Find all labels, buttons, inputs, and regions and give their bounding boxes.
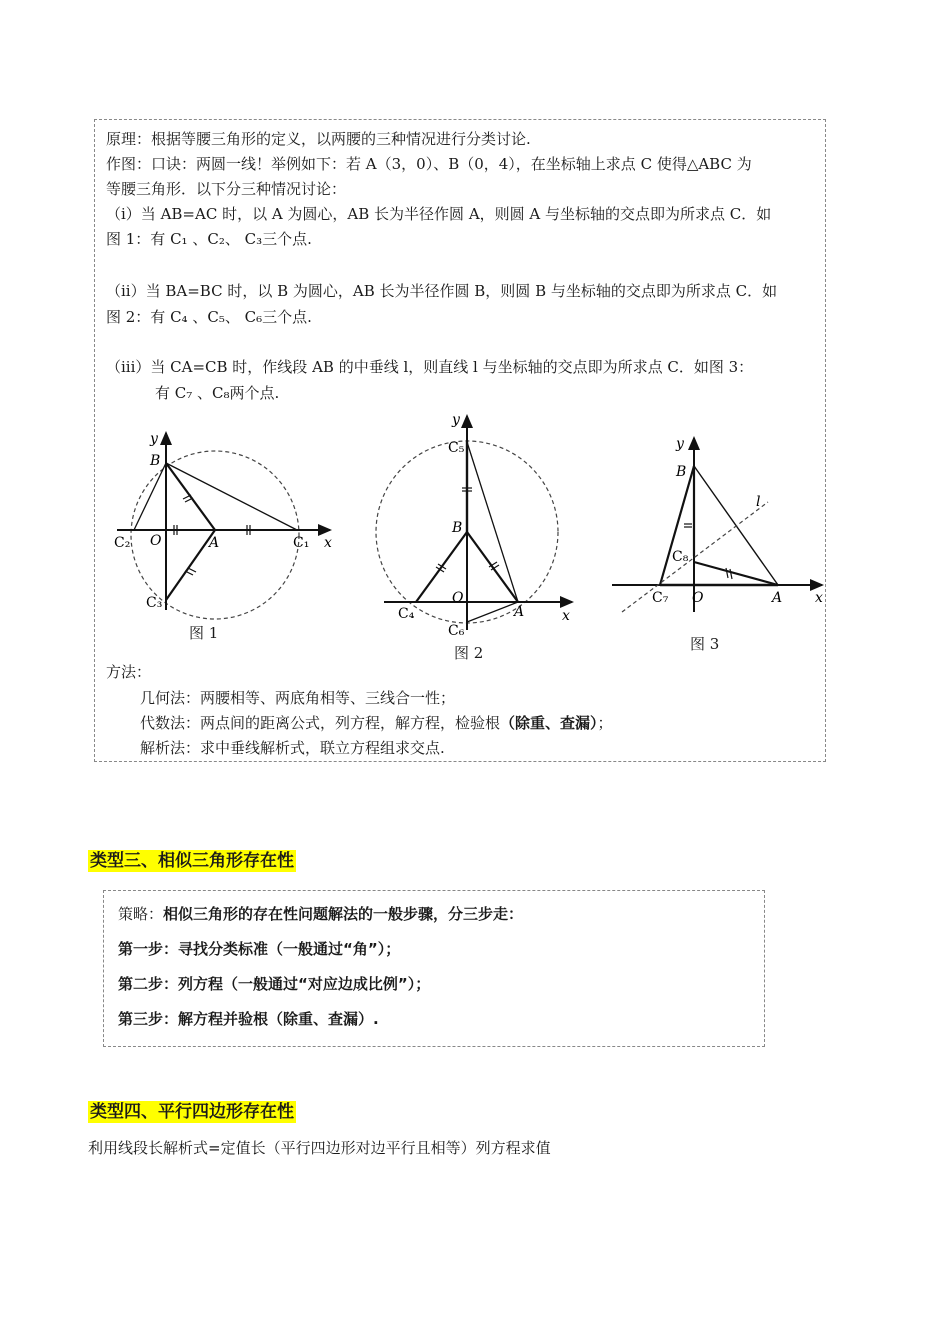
x-label: x — [562, 608, 570, 624]
segment-ba — [467, 532, 518, 602]
l-label: l — [756, 494, 761, 510]
segment-c6a — [467, 602, 518, 622]
case3-result: 有 C₇ 、C₈两个点. — [155, 384, 280, 402]
y-label: y — [150, 431, 158, 447]
a-label: A — [772, 590, 783, 606]
c4-label: C₄ — [398, 606, 415, 622]
c3-label: C₃ — [146, 595, 163, 611]
segment-c8a — [694, 562, 778, 585]
a-label: A — [209, 535, 220, 551]
principle-line: 原理：根据等腰三角形的定义，以两腰的三种情况进行分类讨论. — [106, 130, 531, 148]
type3-heading: 类型三、相似三角形存在性 — [90, 851, 294, 871]
segment-ac3 — [166, 530, 215, 600]
b-label: B — [452, 520, 463, 536]
case2-line: （ii）当 BA=BC 时，以 B 为圆心，AB 长为半径作圆 B，则圆 B 与坐标轴的交点即为所求点 C．如 — [106, 282, 778, 300]
x-label: x — [324, 535, 332, 551]
segment-bc1 — [166, 463, 297, 530]
fig2-caption: 图 2 — [454, 644, 484, 662]
figure-2 — [372, 410, 582, 648]
fig3-caption: 图 3 — [690, 635, 720, 653]
method-analytic: 解析法：求中垂线解析式，联立方程组求交点. — [140, 739, 445, 757]
type4-text: 利用线段长解析式=定值长（平行四边形对边平行且相等）列方程求值 — [88, 1139, 551, 1157]
step-1: 第一步：寻找分类标准（一般通过“角”）； — [118, 940, 401, 958]
case2-result: 图 2：有 C₄ 、C₅、 C₆三个点. — [106, 308, 312, 326]
o-label: O — [692, 590, 704, 606]
b-label: B — [150, 453, 161, 469]
figure-3 — [610, 432, 830, 628]
c7-label: C₇ — [652, 590, 669, 606]
drawing-line: 作图：口诀：两圆一线！举例如下：若 A（3，0）、B（0，4），在坐标轴上求点 C 使得△ABC 为 — [106, 155, 752, 173]
figure-1 — [112, 425, 342, 625]
segment-c5a — [467, 442, 518, 602]
c1-label: C₁ — [293, 535, 310, 551]
case1-line: （i）当 AB=AC 时，以 A 为圆心，AB 长为半径作圆 A，则圆 A 与坐标轴的交点即为所求点 C．如 — [106, 205, 772, 223]
x-label: x — [815, 590, 823, 606]
method-algebra: 代数法：两点间的距离公式，列方程，解方程，检验根（除重、查漏）； — [140, 714, 613, 732]
c5-label: C₅ — [448, 440, 465, 456]
b-label: B — [676, 464, 687, 480]
step-2: 第二步：列方程（一般通过“对应边成比例”）； — [118, 975, 431, 993]
c6-label: C₆ — [448, 623, 465, 639]
drawing-line-2: 等腰三角形．以下分三种情况讨论： — [106, 180, 347, 198]
o-label: O — [150, 533, 162, 549]
y-label: y — [676, 436, 684, 452]
segment-bc2 — [134, 463, 166, 530]
methods-title: 方法： — [106, 663, 152, 681]
type4-heading: 类型四、平行四边形存在性 — [90, 1102, 294, 1122]
segment-ab — [166, 463, 215, 530]
case1-result: 图 1：有 C₁ 、C₂、 C₃三个点. — [106, 230, 312, 248]
o-label: O — [452, 590, 464, 606]
method-geometry: 几何法：两腰相等、两底角相等、三线合一性； — [140, 689, 456, 707]
c2-label: C₂ — [114, 535, 131, 551]
step-3: 第三步：解方程并验根（除重、查漏）. — [118, 1010, 379, 1028]
a-label: A — [514, 604, 525, 620]
case3-line: （iii）当 CA=CB 时，作线段 AB 的中垂线 l，则直线 l 与坐标轴的交点即为所求点 C．如图 3： — [106, 358, 754, 376]
y-label: y — [452, 412, 460, 428]
c8-label: C₈ — [672, 549, 689, 565]
segment-bc7 — [660, 466, 694, 585]
strategy-line: 策略：相似三角形的存在性问题解法的一般步骤，分三步走： — [118, 905, 524, 923]
fig1-caption: 图 1 — [189, 624, 219, 642]
